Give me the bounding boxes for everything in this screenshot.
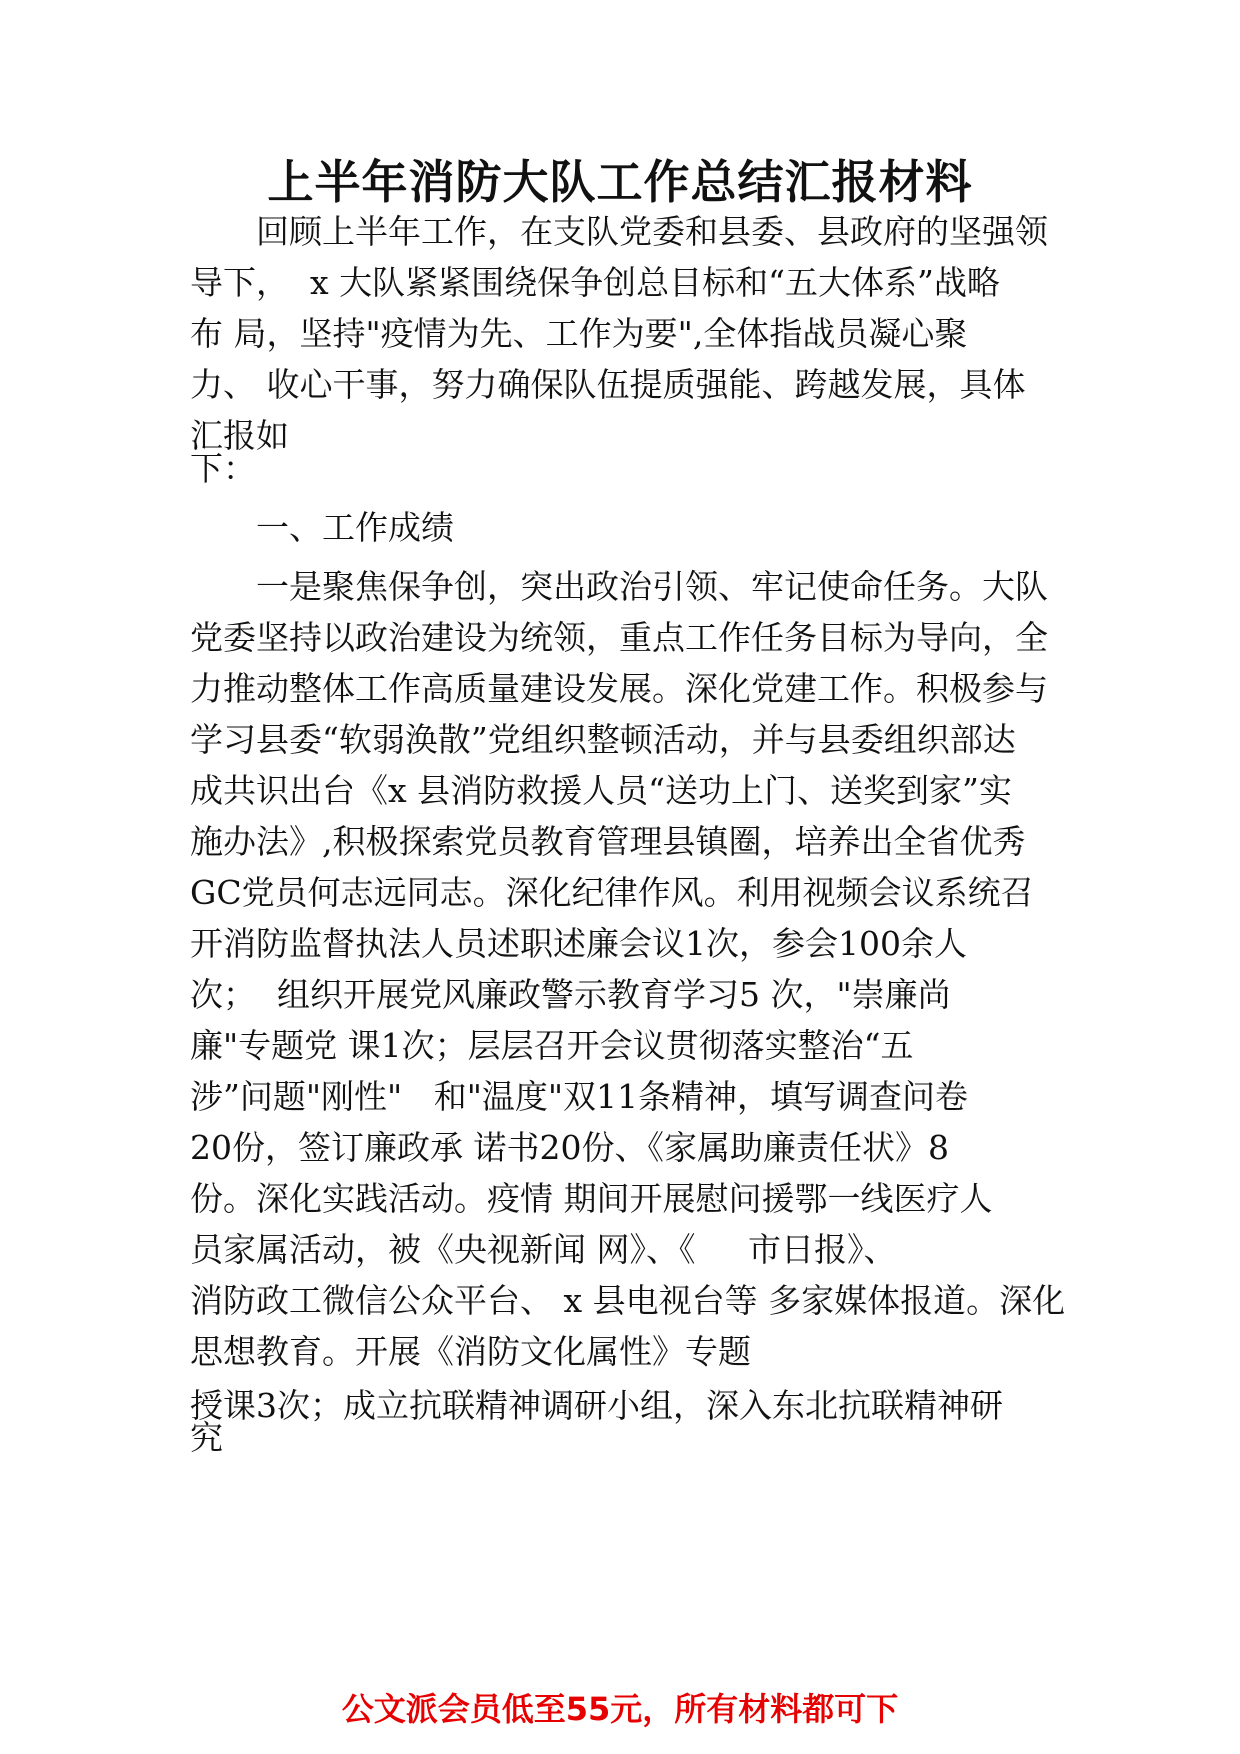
body-line: 思想教育。开展《消防文化属性》专题 <box>190 1332 751 1371</box>
body-line: 员家属活动，被《央视新闻 网》、《 市日报》、 <box>190 1230 897 1269</box>
section-heading <box>190 502 1070 553</box>
body-line: 开消防监督执法人员述职述廉会议1次，参会100余人 <box>190 924 967 963</box>
body-line: 次； 组织开展党风廉政警示教育学习5 次，"崇廉尚 <box>190 975 951 1014</box>
body-paragraph <box>190 561 1070 1377</box>
body-line: 党委坚持以政治建设为统领，重点工作任务目标为导向，全 <box>190 618 1048 657</box>
tail-line: 究 <box>190 1418 223 1457</box>
body-line: 20份，签订廉政承 诺书20份、《家属助廉责任状》8 <box>190 1128 949 1167</box>
intro-line: 力、 收心干事，努力确保队伍提质强能、跨越发展，具体 <box>190 365 1026 404</box>
intro-line: 回顾上半年工作，在支队党委和县委、县政府的坚强领 <box>256 212 1048 251</box>
document-title: 上半年消防大队工作总结汇报材料 <box>267 155 973 209</box>
body-line: 学习县委“软弱涣散”党组织整顿活动，并与县委组织部达 <box>190 720 1016 759</box>
intro-line: 布 局，坚持"疫情为先、工作为要",全体指战员凝心聚 <box>190 314 968 353</box>
intro-line: 汇报如 <box>190 416 289 455</box>
body-line: 一是聚焦保争创，突出政治引领、牢记使命任务。大队 <box>256 567 1048 606</box>
body-line: 份。深化实践活动。疫情 期间开展慰问援鄂一线医疗人 <box>190 1179 993 1218</box>
body-line: 施办法》,积极探索党员教育管理县镇圈，培养出全省优秀 <box>190 822 1026 861</box>
body-line: 成共识出台《x 县消防救援人员“送功上门、送奖到家”实 <box>190 771 1012 810</box>
body-line: GC党员何志远同志。深化纪律作风。利用视频会议系统召 <box>190 873 1034 912</box>
tail-line: 授课3次；成立抗联精神调研小组，深入东北抗联精神研 <box>190 1386 1003 1425</box>
section-heading-text: 一、工作成绩 <box>256 508 454 547</box>
promo-footer: 公文派会员低至55元，所有材料都可下 <box>341 1690 899 1728</box>
intro-paragraph <box>190 206 1070 461</box>
intro-end-line: 下： <box>190 449 256 488</box>
body-line: 涉”问题"刚性" 和"温度"双11条精神，填写调查问卷 <box>190 1077 969 1116</box>
body-line: 廉"专题党 课1次；层层召开会议贯彻落实整治“五 <box>190 1026 914 1065</box>
body-line: 力推动整体工作高质量建设发展。深化党建工作。积极参与 <box>190 669 1048 708</box>
tail-paragraph <box>190 1386 1070 1457</box>
body-line: 消防政工微信公众平台、 x 县电视台等 多家媒体报道。深化 <box>190 1281 1066 1320</box>
intro-line: 导下， x 大队紧紧围绕保争创总目标和“五大体系”战略 <box>190 263 1000 302</box>
intro-paragraph-end <box>190 443 1070 494</box>
